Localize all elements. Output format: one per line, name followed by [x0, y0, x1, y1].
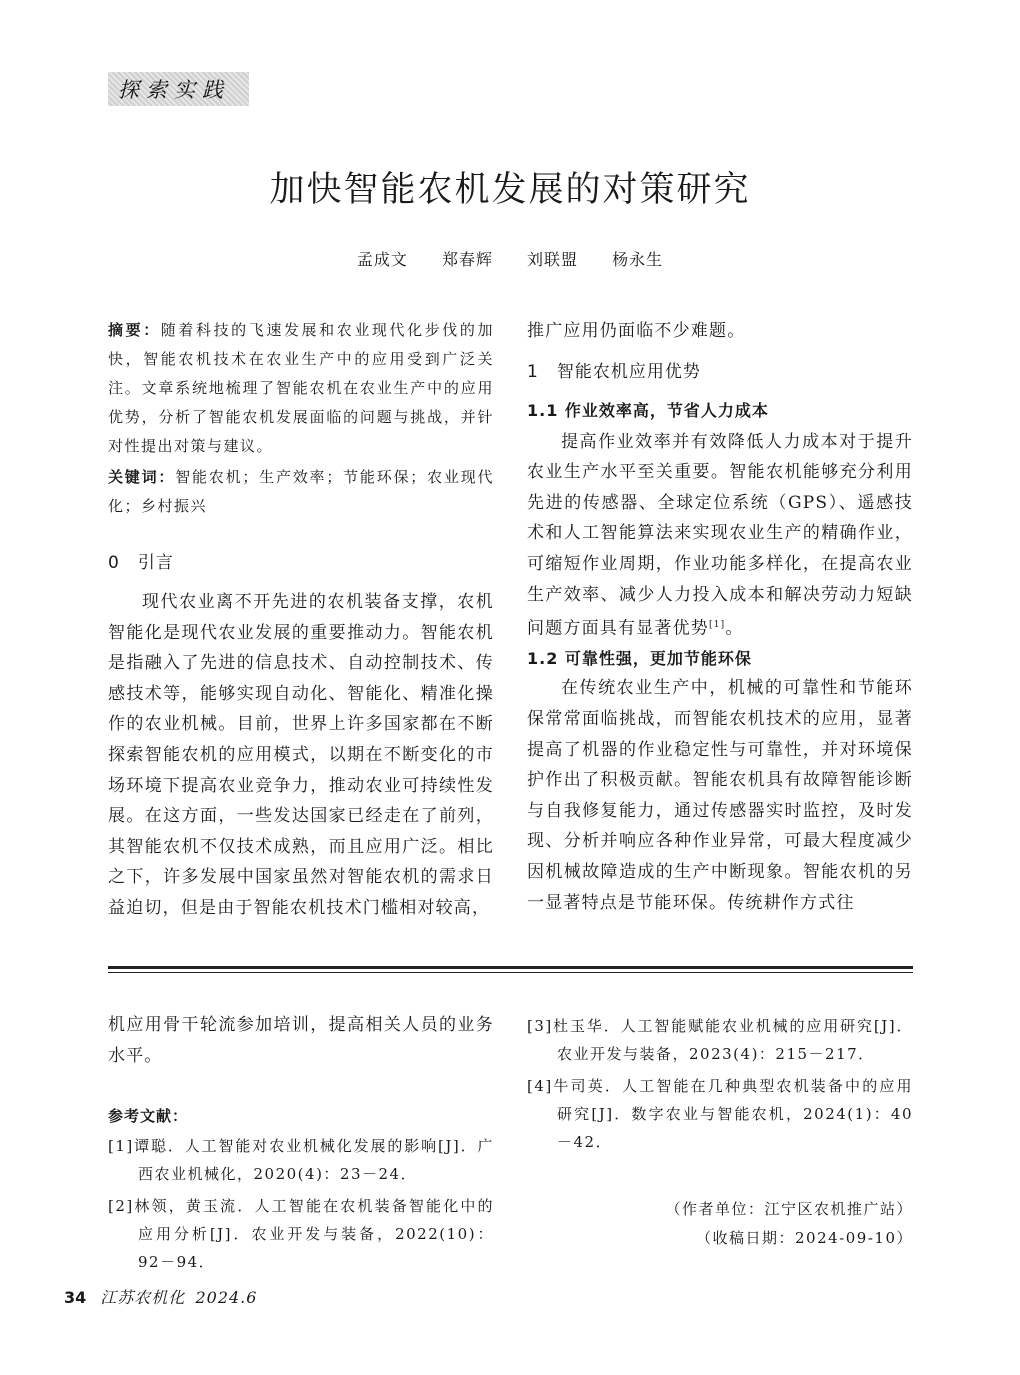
- keywords-text: 智能农机；生产效率；节能环保；农业现代化；乡村振兴: [108, 468, 494, 515]
- page-footer: [64, 1285, 257, 1308]
- citation: [1]: [709, 620, 726, 631]
- keywords: [108, 463, 494, 521]
- abstract-label: 摘要：: [108, 321, 161, 339]
- section-tag: 探索实践: [108, 72, 249, 106]
- reference-item: [3]杜玉华．人工智能赋能农业机械的应用研究[J]．农业开发与装备，2023(4)：215－217．: [527, 1017, 913, 1063]
- journal-name: 江苏农机化: [100, 1288, 186, 1307]
- continued-text: 推广应用仍面临不少难题。: [527, 321, 746, 341]
- author-name: 刘联盟: [527, 250, 579, 269]
- author-name: 孟成文: [356, 250, 408, 269]
- efficiency-text: 提高作业效率并有效降低人力成本对于提升农业生产水平至关重要。智能农机能够充分利用先进的传感器、全球定位系统（GPS）、遥感技术和人工智能算法来实现农业生产的精确作业，可缩短作业周期，作业功能多样化，在提高农业生产效率、减少人力投入成本和解决劳动力短缺问题方面具有显著优势: [527, 431, 913, 639]
- subsection-heading-reliability: 1.2 可靠性强，更加节能环保: [527, 649, 752, 669]
- divider-rule-thin: [108, 972, 913, 973]
- received-date: （收稿日期：2024-09-10）: [696, 1229, 913, 1247]
- journal-issue: 2024.6: [195, 1288, 258, 1307]
- keywords-label: 关键词：: [108, 468, 176, 486]
- author-name: 杨永生: [612, 250, 664, 269]
- abstract: [108, 316, 494, 461]
- subsection-heading-efficiency: 1.1 作业效率高，节省人力成本: [527, 400, 769, 420]
- author-affiliation: （作者单位：江宁区农机推广站）: [665, 1200, 913, 1218]
- page-number: 34: [64, 1288, 87, 1307]
- continued-text-lower: 机应用骨干轮流参加培训，提高相关人员的业务水平。: [108, 1015, 494, 1066]
- author-name: 郑春辉: [441, 250, 493, 269]
- efficiency-paragraph: [527, 427, 913, 645]
- section-heading-advantages: 1 智能农机应用优势: [527, 361, 701, 382]
- right-column: [527, 316, 913, 918]
- left-column: [108, 316, 494, 924]
- article-title: 加快智能农机发展的对策研究: [269, 170, 751, 210]
- efficiency-end: 。: [725, 618, 744, 639]
- lower-right-column: [527, 1012, 913, 1248]
- references-heading: 参考文献：: [108, 1107, 189, 1126]
- reference-item: [1]谭聪．人工智能对农业机械化发展的影响[J]．广西农业机械化，2020(4)：23－24．: [108, 1137, 494, 1184]
- abstract-text: 随着科技的飞速发展和农业现代化步伐的加快，智能农机技术在农业生产中的应用受到广泛关注。文章系统地梳理了智能农机在农业生产中的应用优势，分析了智能农机发展面临的问题与挑战，并针对性提出对策与建议。: [108, 321, 494, 455]
- section-heading-intro: 0 引言: [108, 553, 174, 573]
- author-list: [0, 247, 1020, 270]
- reference-item: [2]林领，黄玉流．人工智能在农机装备智能化中的应用分析[J]．农业开发与装备，2022(10)：92－94．: [108, 1197, 494, 1272]
- divider-rule: [108, 966, 913, 969]
- lower-left-column: [108, 1010, 494, 1280]
- intro-paragraph: 现代农业离不开先进的农机装备支撑，农机智能化是现代农业发展的重要推动力。智能农机是指融入了先进的信息技术、自动控制技术、传感技术等，能够实现自动化、智能化、精准化操作的农业机械。目前，世界上许多国家都在不断探索智能农机的应用模式，以期在不断变化的市场环境下提高农业竞争力，推动农业可持续性发展。在这方面，一些发达国家已经走在了前列，其智能农机不仅技术成熟，而且应用广泛。相比之下，许多发展中国家虽然对智能农机的需求日益迫切，但是由于智能农机技术门槛相对较高，: [108, 592, 494, 918]
- reference-item: [4]牛司英．人工智能在几种典型农机装备中的应用研究[J]．数字农业与智能农机，2024(1)：40－42．: [527, 1077, 913, 1151]
- reliability-paragraph: 在传统农业生产中，机械的可靠性和节能环保常常面临挑战，而智能农机技术的应用，显著提高了机器的作业稳定性与可靠性，并对环境保护作出了积极贡献。智能农机具有故障智能诊断与自我修复能力，通过传感器实时监控，及时发现、分析并响应各种作业异常，可最大程度减少因机械故障造成的生产中断现象。智能农机的另一显著特点是节能环保。传统耕作方式往: [527, 678, 913, 913]
